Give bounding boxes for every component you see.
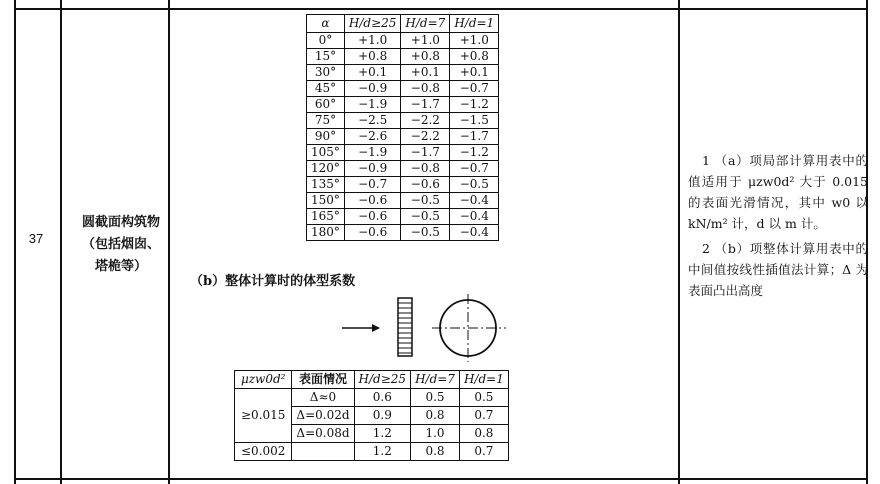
value-cell: −0.7	[450, 161, 499, 177]
value-cell: +1.0	[401, 33, 450, 49]
overall-coefficient-table	[234, 370, 509, 461]
value-cell: −0.5	[401, 225, 450, 241]
value-cell: −0.6	[344, 209, 401, 225]
table-row	[307, 145, 499, 161]
remarks	[688, 150, 868, 305]
value-cell: 0.5	[411, 389, 460, 407]
angle-cell: 150°	[307, 193, 345, 209]
value-cell: 0.8	[459, 425, 508, 443]
header-muz-w0-d2: μzw0d²	[235, 371, 292, 389]
value-cell: +0.8	[344, 49, 401, 65]
angle-cell: 75°	[307, 113, 345, 129]
value-cell: −0.5	[450, 177, 499, 193]
value-cell: −0.9	[344, 81, 401, 97]
cylinder-cross-section	[432, 294, 506, 362]
value-cell: −0.5	[401, 193, 450, 209]
value-cell: 0.5	[459, 389, 508, 407]
table-row	[307, 65, 499, 81]
value-cell: −0.9	[344, 161, 401, 177]
value-cell: −1.9	[344, 145, 401, 161]
value-cell: −1.2	[450, 97, 499, 113]
angle-cell: 45°	[307, 81, 345, 97]
surface-cell: Δ=0.02d	[292, 407, 354, 425]
table-header-row	[307, 15, 499, 33]
value-cell: −0.8	[401, 81, 450, 97]
section-b-title: （b）整体计算时的体型系数	[190, 274, 356, 289]
surface-cell: Δ≈0	[292, 389, 354, 407]
surface-cell	[292, 443, 354, 461]
local-coefficient-table-body	[307, 33, 499, 241]
angle-cell: 90°	[307, 129, 345, 145]
value-cell: −0.4	[450, 193, 499, 209]
value-cell: 1.0	[411, 425, 460, 443]
group-label-low: ≤0.002	[235, 443, 292, 461]
value-cell: +0.8	[450, 49, 499, 65]
wind-direction-arrow	[342, 324, 380, 332]
value-cell: +0.1	[401, 65, 450, 81]
value-cell: +0.1	[344, 65, 401, 81]
angle-cell: 15°	[307, 49, 345, 65]
table-row	[307, 113, 499, 129]
angle-cell: 165°	[307, 209, 345, 225]
value-cell: 0.6	[354, 389, 411, 407]
group-label-high: ≥0.015	[235, 389, 292, 443]
header-hd-1: H/d=1	[450, 15, 499, 33]
value-cell: −0.5	[401, 209, 450, 225]
value-cell: −2.2	[401, 129, 450, 145]
value-cell: −1.7	[450, 129, 499, 145]
value-cell: 0.8	[411, 407, 460, 425]
header-alpha: α	[307, 15, 345, 33]
structure-name	[74, 212, 168, 278]
row-number: 37	[28, 231, 44, 246]
structure-name-line-3: 塔桅等）	[94, 259, 147, 274]
angle-cell: 30°	[307, 65, 345, 81]
value-cell: −0.7	[344, 177, 401, 193]
value-cell: 0.7	[459, 443, 508, 461]
remark-2: 2 （b）项整体计算用表中的中间值按线性插值法计算；Δ 为表面凸出高度	[688, 241, 868, 298]
value-cell: −2.2	[401, 113, 450, 129]
angle-cell: 60°	[307, 97, 345, 113]
value-cell: +0.1	[450, 65, 499, 81]
header-hd-1: H/d=1	[459, 371, 508, 389]
value-cell: 0.8	[411, 443, 460, 461]
value-cell: −0.4	[450, 209, 499, 225]
frame-top-border	[14, 8, 868, 10]
header-hd-25: H/d≥25	[354, 371, 411, 389]
table-row	[235, 389, 509, 407]
table-row	[235, 443, 509, 461]
table-row	[307, 129, 499, 145]
value-cell: +0.8	[401, 49, 450, 65]
value-cell: +1.0	[344, 33, 401, 49]
value-cell: −0.4	[450, 225, 499, 241]
table-header-row	[235, 371, 509, 389]
header-surface-condition: 表面情况	[292, 371, 354, 389]
angle-cell: 180°	[307, 225, 345, 241]
header-hd-25: H/d≥25	[344, 15, 401, 33]
column-divider-name	[168, 0, 170, 484]
structure-name-line-2: （包括烟囱、	[81, 237, 160, 252]
angle-cell: 0°	[307, 33, 345, 49]
table-row	[307, 209, 499, 225]
frame-bottom-border	[14, 478, 868, 480]
table-row	[307, 161, 499, 177]
value-cell: −2.6	[344, 129, 401, 145]
value-cell: −1.5	[450, 113, 499, 129]
remark-1: 1 （a）项局部计算用表中的值适用于 μzw0d² 大于 0.015 的表面光滑情况，其中 w0 以 kN/m² 计，d 以 m 计。	[688, 153, 868, 231]
angle-cell: 105°	[307, 145, 345, 161]
table-row	[307, 49, 499, 65]
table-row	[307, 177, 499, 193]
local-coefficient-table	[306, 14, 499, 241]
value-cell: 1.2	[354, 443, 411, 461]
value-cell: −0.6	[344, 225, 401, 241]
value-cell: −1.2	[450, 145, 499, 161]
value-cell: 0.9	[354, 407, 411, 425]
column-divider-figure	[678, 0, 680, 484]
value-cell: −0.6	[401, 177, 450, 193]
angle-cell: 120°	[307, 161, 345, 177]
value-cell: 1.2	[354, 425, 411, 443]
structure-name-line-1: 圆截面构筑物	[81, 215, 160, 230]
column-divider-number	[60, 0, 62, 484]
value-cell: 0.7	[459, 407, 508, 425]
cylinder-side-view	[398, 298, 412, 356]
value-cell: −1.9	[344, 97, 401, 113]
table-row	[307, 81, 499, 97]
header-hd-7: H/d=7	[411, 371, 460, 389]
table-row	[307, 193, 499, 209]
value-cell: −2.5	[344, 113, 401, 129]
header-hd-7: H/d=7	[401, 15, 450, 33]
value-cell: −0.8	[401, 161, 450, 177]
value-cell: −0.6	[344, 193, 401, 209]
value-cell: +1.0	[450, 33, 499, 49]
table-row	[307, 97, 499, 113]
table-row	[307, 33, 499, 49]
surface-cell: Δ=0.08d	[292, 425, 354, 443]
table-row	[307, 225, 499, 241]
value-cell: −1.7	[401, 145, 450, 161]
angle-cell: 135°	[307, 177, 345, 193]
cylinder-diagram	[330, 290, 530, 366]
value-cell: −1.7	[401, 97, 450, 113]
value-cell: −0.7	[450, 81, 499, 97]
